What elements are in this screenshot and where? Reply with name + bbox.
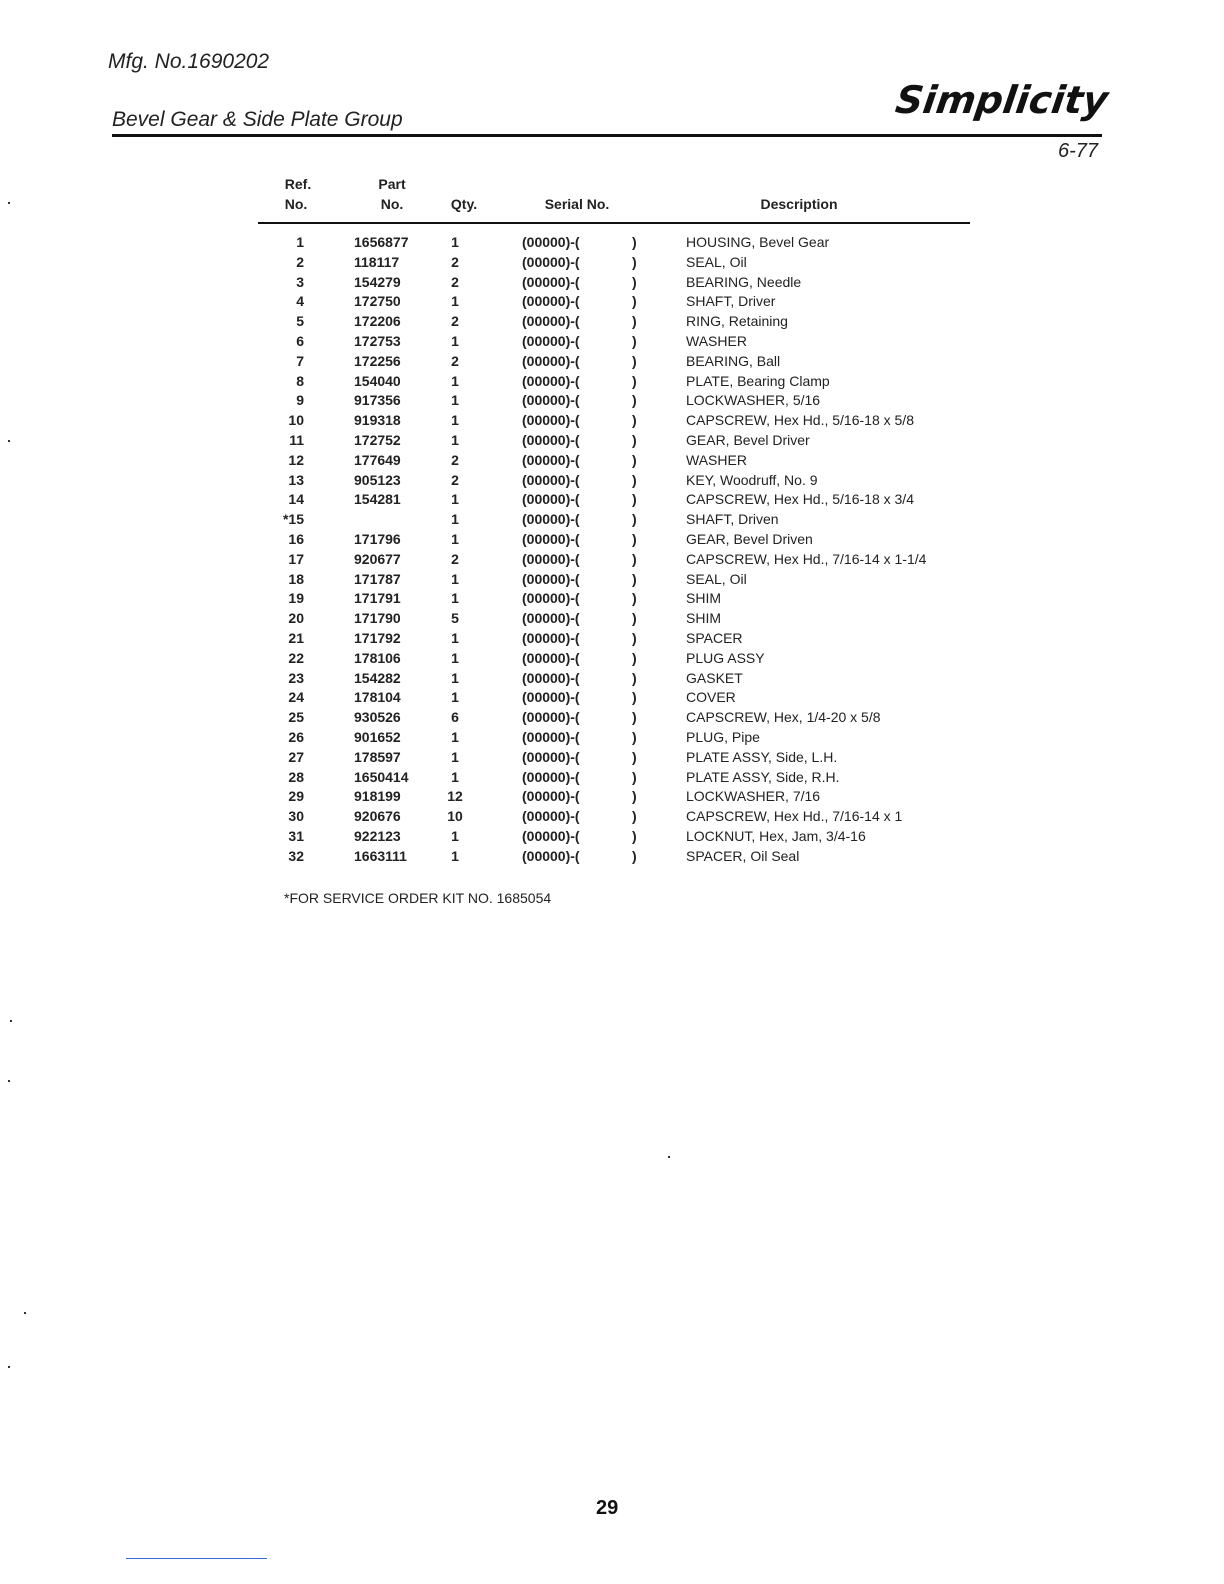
serial-close-cell: ) [632, 471, 637, 488]
description-cell: SHIM [686, 590, 721, 607]
serial-close-cell: ) [632, 808, 637, 825]
serial-number-cell: (00000)-( [522, 590, 580, 607]
description-cell: SEAL, Oil [686, 570, 747, 587]
qty-cell: 2 [451, 550, 459, 567]
qty-cell: 12 [447, 788, 463, 805]
part-number-cell: 171787 [354, 570, 401, 587]
ref-cell: 27 [288, 748, 304, 765]
part-number-cell: 172206 [354, 313, 401, 330]
col-head-ref-1: Ref. [284, 176, 312, 192]
serial-close-cell: ) [632, 332, 637, 349]
part-number-cell: 178597 [354, 748, 401, 765]
qty-cell: 1 [451, 293, 459, 310]
part-number-cell: 1650414 [354, 768, 409, 785]
qty-cell: 1 [451, 629, 459, 646]
table-row [0, 234, 1224, 254]
table-row [0, 571, 1224, 591]
serial-number-cell: (00000)-( [522, 629, 580, 646]
ref-cell: 31 [288, 827, 304, 844]
qty-cell: 6 [451, 709, 459, 726]
part-number-cell: 177649 [354, 451, 401, 468]
description-cell: CAPSCREW, Hex Hd., 7/16-14 x 1-1/4 [686, 550, 927, 567]
serial-close-cell: ) [632, 748, 637, 765]
serial-close-cell: ) [632, 669, 637, 686]
part-number-cell: 905123 [354, 471, 401, 488]
description-cell: WASHER [686, 332, 747, 349]
table-row [0, 808, 1224, 828]
scan-speck [8, 202, 10, 204]
table-row [0, 590, 1224, 610]
serial-close-cell: ) [632, 431, 637, 448]
serial-number-cell: (00000)-( [522, 768, 580, 785]
part-number-cell: 154282 [354, 669, 401, 686]
part-number-cell: 171790 [354, 610, 401, 627]
part-number-cell: 154279 [354, 273, 401, 290]
ref-cell: 24 [288, 689, 304, 706]
part-number-cell: 172750 [354, 293, 401, 310]
part-number-cell: 178104 [354, 689, 401, 706]
serial-number-cell: (00000)-( [522, 431, 580, 448]
serial-close-cell: ) [632, 590, 637, 607]
ref-cell: *15 [282, 511, 304, 528]
qty-cell: 10 [447, 808, 463, 825]
mfg-number: Mfg. No.1690202 [108, 50, 270, 73]
serial-number-cell: (00000)-( [522, 827, 580, 844]
serial-number-cell: (00000)-( [522, 313, 580, 330]
description-cell: LOCKNUT, Hex, Jam, 3/4-16 [686, 827, 866, 844]
scan-speck [668, 1156, 670, 1158]
qty-cell: 1 [451, 431, 459, 448]
serial-number-cell: (00000)-( [522, 788, 580, 805]
serial-close-cell: ) [632, 511, 637, 528]
description-cell: SEAL, Oil [686, 253, 747, 270]
table-row [0, 689, 1224, 709]
qty-cell: 2 [451, 471, 459, 488]
part-number-cell: 1656877 [354, 234, 409, 250]
serial-number-cell: (00000)-( [522, 253, 580, 270]
qty-cell: 1 [451, 570, 459, 587]
serial-close-cell: ) [632, 709, 637, 726]
qty-cell: 1 [451, 372, 459, 389]
qty-cell: 1 [451, 847, 459, 864]
table-row [0, 432, 1224, 452]
serial-number-cell: (00000)-( [522, 669, 580, 686]
footnote: *FOR SERVICE ORDER KIT NO. 1685054 [284, 890, 552, 906]
serial-number-cell: (00000)-( [522, 808, 580, 825]
serial-number-cell: (00000)-( [522, 709, 580, 726]
qty-cell: 2 [451, 273, 459, 290]
description-cell: GASKET [686, 669, 743, 686]
serial-close-cell: ) [632, 451, 637, 468]
serial-number-cell: (00000)-( [522, 610, 580, 627]
description-cell: SHIM [686, 610, 721, 627]
qty-cell: 5 [451, 610, 459, 627]
qty-cell: 1 [451, 412, 459, 429]
table-row [0, 551, 1224, 571]
description-cell: LOCKWASHER, 5/16 [686, 392, 821, 409]
serial-close-cell: ) [632, 352, 637, 369]
qty-cell: 2 [451, 253, 459, 270]
ref-cell: 22 [288, 649, 304, 666]
part-number-cell: 1663111 [354, 847, 407, 864]
parts-list [0, 234, 1224, 868]
part-number-cell: 901652 [354, 728, 401, 745]
ref-cell: 16 [288, 530, 304, 547]
description-cell: PLATE, Bearing Clamp [686, 372, 830, 389]
part-number-cell: 930526 [354, 709, 401, 726]
serial-close-cell: ) [632, 610, 637, 627]
serial-close-cell: ) [632, 689, 637, 706]
serial-close-cell: ) [632, 847, 637, 864]
table-row [0, 452, 1224, 472]
qty-cell: 1 [451, 590, 459, 607]
table-row [0, 392, 1224, 412]
ref-cell: 26 [288, 728, 304, 745]
table-row [0, 729, 1224, 749]
serial-close-cell: ) [632, 629, 637, 646]
serial-close-cell: ) [632, 728, 637, 745]
ref-cell: 18 [288, 570, 304, 587]
table-row [0, 412, 1224, 432]
serial-number-cell: (00000)-( [522, 550, 580, 567]
qty-cell: 1 [451, 234, 459, 250]
serial-close-cell: ) [632, 234, 637, 250]
ref-cell: 29 [288, 788, 304, 805]
qty-cell: 1 [451, 649, 459, 666]
serial-number-cell: (00000)-( [522, 234, 580, 250]
ref-cell: 32 [288, 847, 304, 864]
serial-close-cell: ) [632, 550, 637, 567]
serial-number-cell: (00000)-( [522, 847, 580, 864]
table-row [0, 670, 1224, 690]
description-cell: BEARING, Ball [686, 352, 781, 369]
description-cell: CAPSCREW, Hex Hd., 7/16-14 x 1 [686, 808, 903, 825]
ref-cell: 17 [288, 550, 304, 567]
ref-cell: 30 [288, 808, 304, 825]
ref-cell: 11 [289, 431, 304, 448]
description-cell: BEARING, Needle [686, 273, 802, 290]
description-cell: PLUG, Pipe [686, 728, 760, 745]
qty-cell: 2 [451, 451, 459, 468]
ref-cell: 25 [288, 709, 304, 726]
part-number-cell: 171796 [354, 530, 401, 547]
serial-number-cell: (00000)-( [522, 293, 580, 310]
part-number-cell: 154281 [354, 491, 401, 508]
qty-cell: 2 [451, 313, 459, 330]
part-number-cell: 172256 [354, 352, 401, 369]
serial-number-cell: (00000)-( [522, 491, 580, 508]
qty-cell: 1 [451, 827, 459, 844]
table-row [0, 511, 1224, 531]
serial-close-cell: ) [632, 530, 637, 547]
ref-cell: 13 [288, 471, 304, 488]
description-cell: SPACER, Oil Seal [686, 847, 800, 864]
table-row [0, 333, 1224, 353]
scan-speck [24, 1312, 26, 1314]
part-number-cell: 917356 [354, 392, 401, 409]
description-cell: SHAFT, Driver [686, 293, 776, 310]
serial-number-cell: (00000)-( [522, 392, 580, 409]
table-row [0, 650, 1224, 670]
scan-speck [8, 440, 10, 442]
table-row [0, 293, 1224, 313]
serial-close-cell: ) [632, 372, 637, 389]
description-cell: PLATE ASSY, Side, R.H. [686, 768, 840, 785]
table-row [0, 373, 1224, 393]
col-head-part-1: Part [378, 176, 406, 192]
description-cell: CAPSCREW, Hex, 1/4-20 x 5/8 [686, 709, 881, 726]
part-number-cell: 171792 [354, 629, 401, 646]
ref-cell: 8 [296, 372, 304, 389]
table-row [0, 313, 1224, 333]
table-row [0, 274, 1224, 294]
brand-logo: Simplicity [892, 78, 1111, 122]
table-row [0, 769, 1224, 789]
ref-cell: 5 [296, 313, 304, 330]
ref-cell: 28 [288, 768, 304, 785]
scan-speck [10, 1020, 12, 1022]
ref-cell: 7 [296, 352, 304, 369]
serial-number-cell: (00000)-( [522, 530, 580, 547]
ref-cell: 21 [288, 629, 304, 646]
part-number-cell: 154040 [354, 372, 401, 389]
part-number-cell: 922123 [354, 827, 401, 844]
ref-cell: 19 [288, 590, 304, 607]
serial-number-cell: (00000)-( [522, 728, 580, 745]
ref-cell: 9 [296, 392, 304, 409]
description-cell: COVER [686, 689, 736, 706]
part-number-cell: 178106 [354, 649, 401, 666]
col-head-serial: Serial No. [544, 196, 610, 212]
col-head-part-2: No. [380, 196, 404, 212]
serial-number-cell: (00000)-( [522, 352, 580, 369]
description-cell: CAPSCREW, Hex Hd., 5/16-18 x 3/4 [686, 491, 914, 508]
serial-number-cell: (00000)-( [522, 471, 580, 488]
table-row [0, 709, 1224, 729]
ref-cell: 23 [288, 669, 304, 686]
ref-cell: 14 [288, 491, 304, 508]
serial-close-cell: ) [632, 491, 637, 508]
qty-cell: 1 [451, 689, 459, 706]
group-title: Bevel Gear & Side Plate Group [112, 108, 403, 131]
serial-number-cell: (00000)-( [522, 372, 580, 389]
serial-number-cell: (00000)-( [522, 451, 580, 468]
col-head-description: Description [760, 196, 838, 212]
part-number-cell: 920676 [354, 808, 401, 825]
ref-cell: 3 [296, 273, 304, 290]
qty-cell: 1 [451, 728, 459, 745]
table-row [0, 828, 1224, 848]
serial-close-cell: ) [632, 649, 637, 666]
serial-number-cell: (00000)-( [522, 332, 580, 349]
description-cell: GEAR, Bevel Driven [686, 530, 813, 547]
description-cell: KEY, Woodruff, No. 9 [686, 471, 818, 488]
description-cell: WASHER [686, 451, 747, 468]
serial-close-cell: ) [632, 827, 637, 844]
serial-number-cell: (00000)-( [522, 570, 580, 587]
scan-speck [8, 1080, 10, 1082]
part-number-cell: 118117 [354, 253, 400, 270]
qty-cell: 1 [451, 511, 459, 528]
qty-cell: 1 [451, 392, 459, 409]
ref-cell: 1 [296, 234, 304, 250]
qty-cell: 1 [451, 748, 459, 765]
table-row [0, 788, 1224, 808]
qty-cell: 1 [451, 768, 459, 785]
description-cell: SHAFT, Driven [686, 511, 779, 528]
part-number-cell: 171791 [354, 590, 401, 607]
col-head-qty: Qty. [450, 196, 478, 212]
serial-close-cell: ) [632, 788, 637, 805]
table-row [0, 749, 1224, 769]
serial-close-cell: ) [632, 392, 637, 409]
table-row [0, 472, 1224, 492]
ref-cell: 20 [288, 610, 304, 627]
qty-cell: 2 [451, 352, 459, 369]
serial-number-cell: (00000)-( [522, 748, 580, 765]
col-head-ref-2: No. [284, 196, 308, 212]
table-row [0, 491, 1224, 511]
serial-close-cell: ) [632, 768, 637, 785]
description-cell: PLUG ASSY [686, 649, 765, 666]
serial-close-cell: ) [632, 313, 637, 330]
serial-number-cell: (00000)-( [522, 689, 580, 706]
serial-close-cell: ) [632, 412, 637, 429]
serial-close-cell: ) [632, 293, 637, 310]
ref-cell: 6 [296, 332, 304, 349]
ref-cell: 4 [296, 293, 304, 310]
page-number: 29 [596, 1497, 619, 1519]
serial-close-cell: ) [632, 570, 637, 587]
description-cell: SPACER [686, 629, 743, 646]
description-cell: HOUSING, Bevel Gear [686, 234, 830, 250]
ref-cell: 12 [288, 451, 304, 468]
part-number-cell: 919318 [354, 412, 401, 429]
description-cell: LOCKWASHER, 7/16 [686, 788, 821, 805]
scan-speck [8, 1366, 10, 1368]
ref-cell: 2 [296, 253, 304, 270]
serial-number-cell: (00000)-( [522, 649, 580, 666]
ref-cell: 10 [288, 412, 304, 429]
qty-cell: 1 [451, 669, 459, 686]
serial-number-cell: (00000)-( [522, 273, 580, 290]
table-row [0, 630, 1224, 650]
description-cell: GEAR, Bevel Driver [686, 431, 810, 448]
part-number-cell: 918199 [354, 788, 401, 805]
table-row [0, 353, 1224, 373]
description-cell: CAPSCREW, Hex Hd., 5/16-18 x 5/8 [686, 412, 914, 429]
bottom-link-line [126, 1558, 267, 1559]
serial-number-cell: (00000)-( [522, 511, 580, 528]
table-rule [258, 222, 970, 224]
part-number-cell: 920677 [354, 550, 401, 567]
header-rule [112, 134, 1102, 137]
serial-number-cell: (00000)-( [522, 412, 580, 429]
qty-cell: 1 [451, 491, 459, 508]
serial-close-cell: ) [632, 273, 637, 290]
part-number-cell: 172752 [354, 431, 401, 448]
description-cell: RING, Retaining [686, 313, 788, 330]
part-number-cell: 172753 [354, 332, 401, 349]
table-row [0, 254, 1224, 274]
serial-close-cell: ) [632, 253, 637, 270]
table-row [0, 531, 1224, 551]
qty-cell: 1 [451, 530, 459, 547]
table-row [0, 848, 1224, 868]
page-code: 6-77 [1058, 140, 1099, 162]
qty-cell: 1 [451, 332, 459, 349]
table-row [0, 610, 1224, 630]
description-cell: PLATE ASSY, Side, L.H. [686, 748, 838, 765]
